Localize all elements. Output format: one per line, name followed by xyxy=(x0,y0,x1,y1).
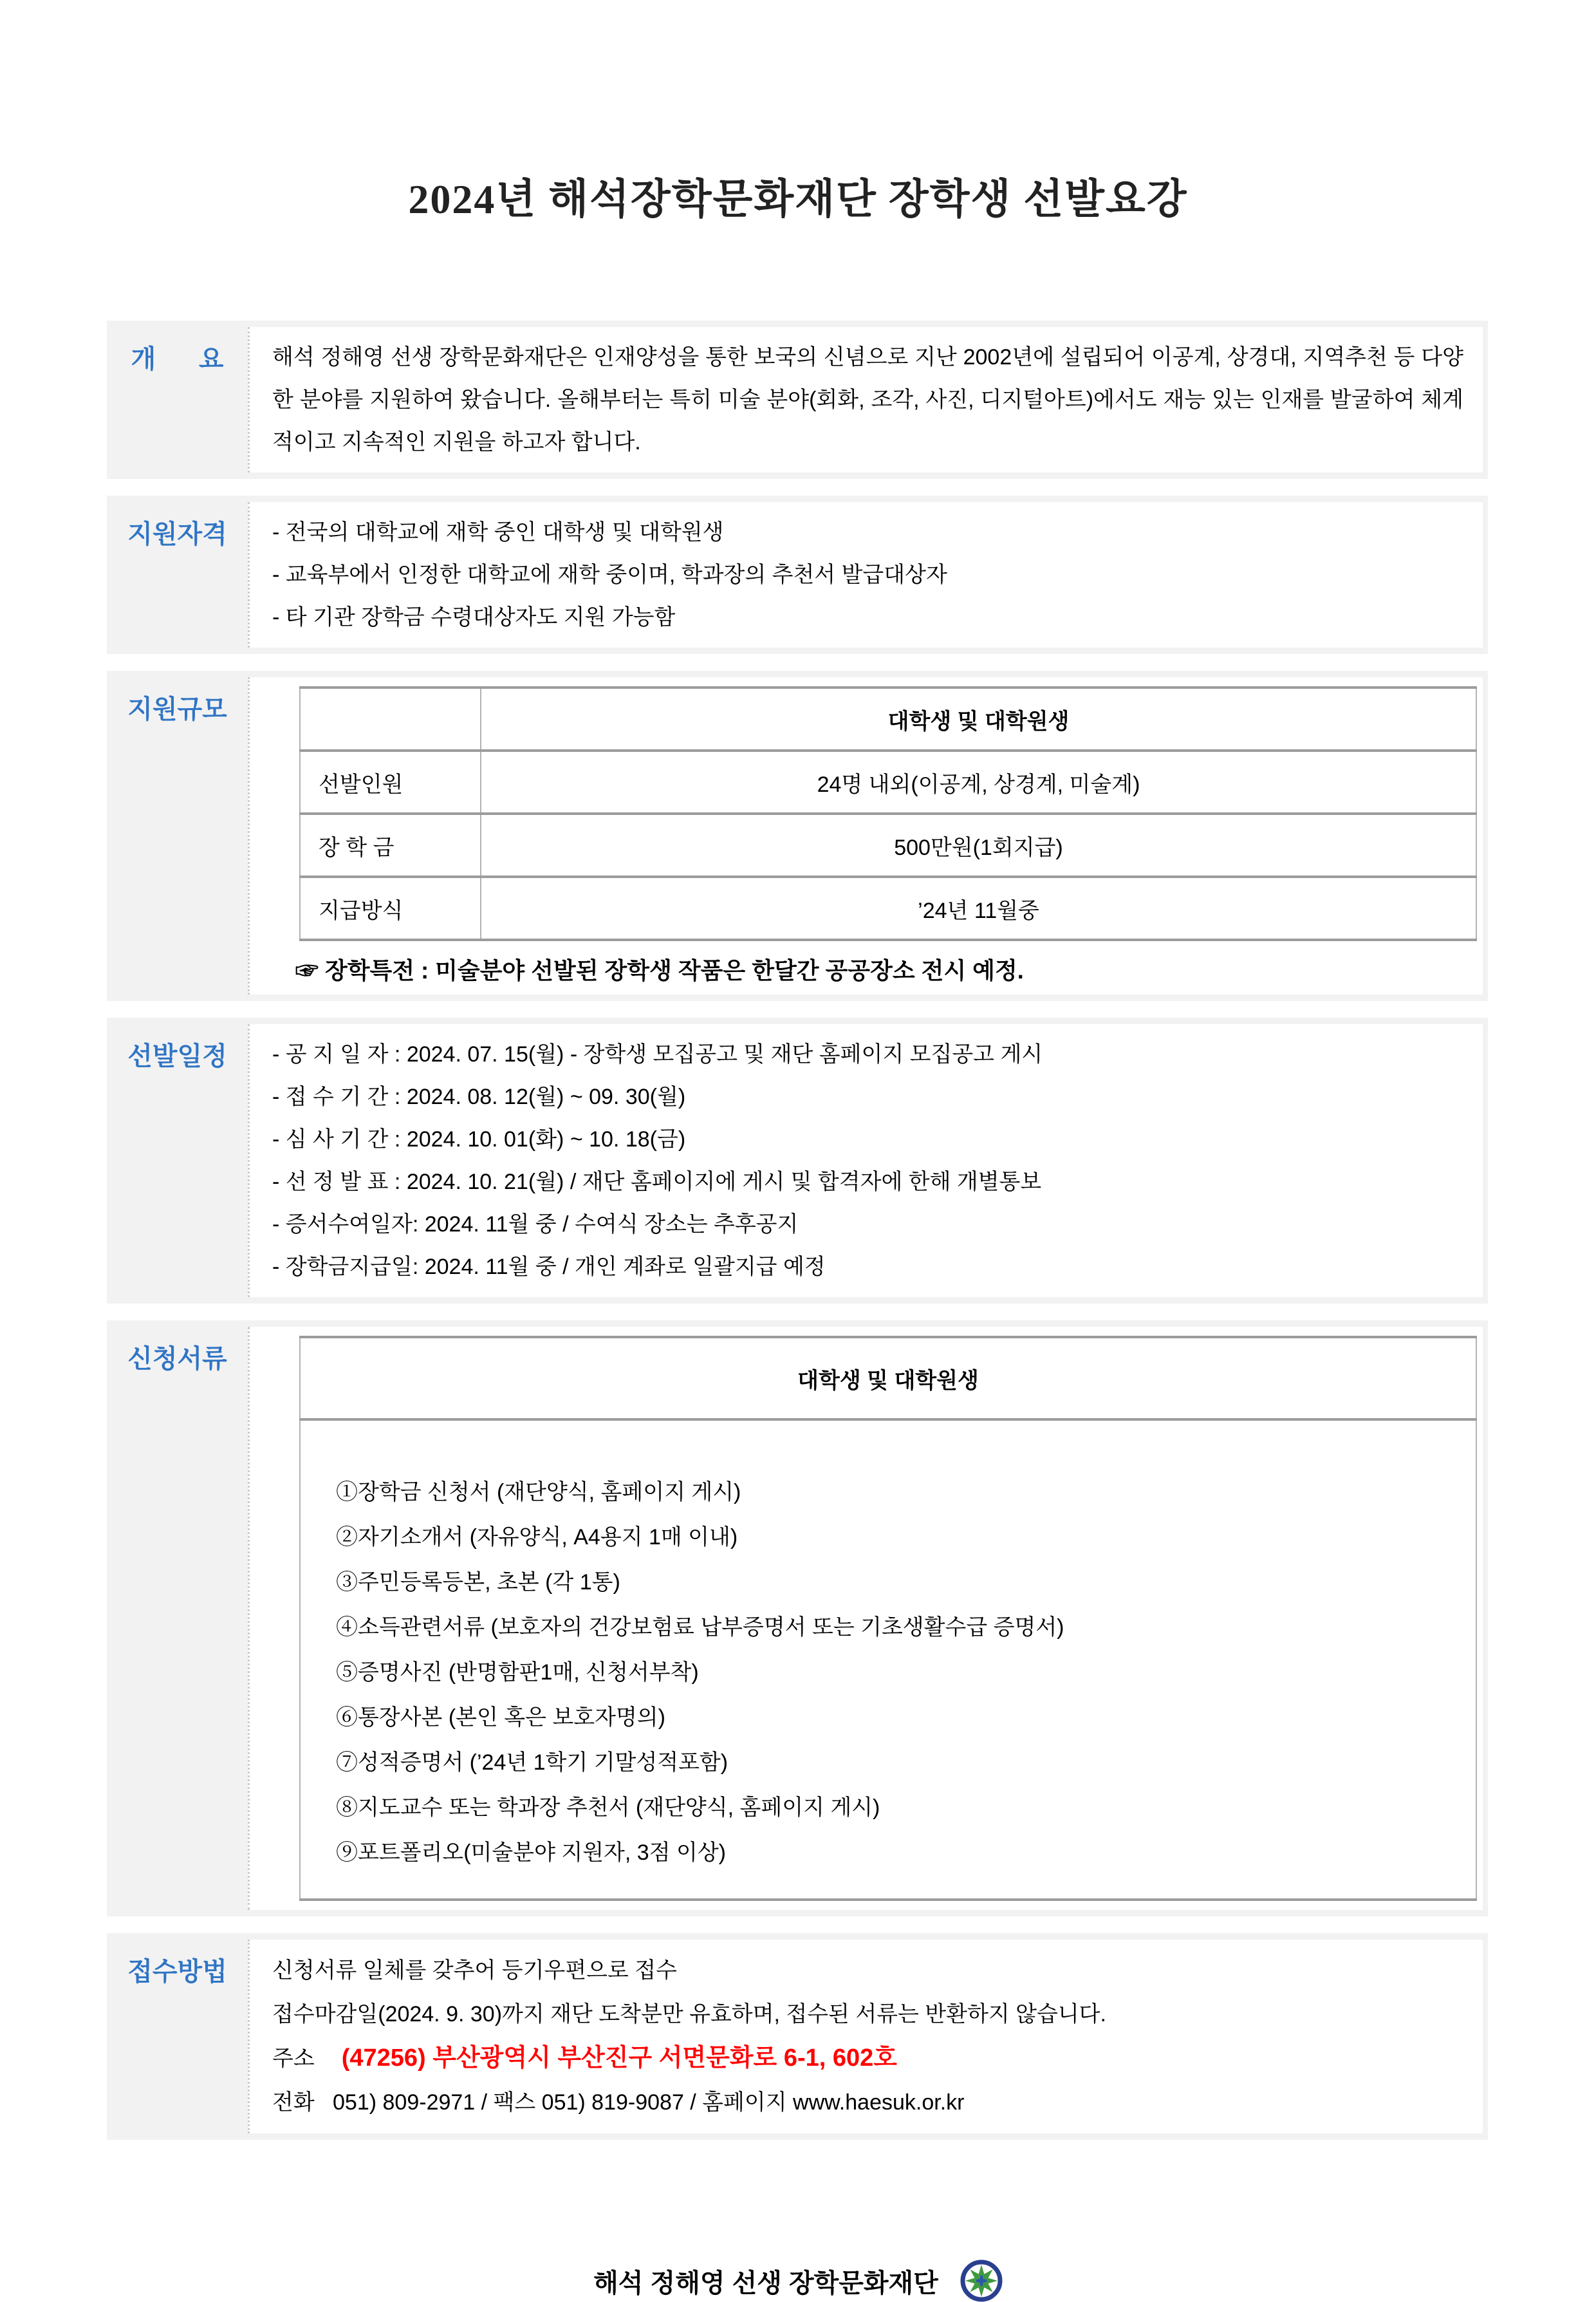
documents-body xyxy=(248,1327,1483,1910)
documents-header: 대학생 및 대학원생 xyxy=(300,1337,1476,1419)
footer-name: 해석 정해영 선생 장학문화재단 xyxy=(593,2269,938,2297)
schedule-item: - 증서수여일자: 2024. 11월 중 / 수여식 장소는 추후공지 xyxy=(272,1212,799,1237)
overview-label: 개 요 xyxy=(131,345,224,373)
document-item: ④소득관련서류 (보호자의 건강보험료 납부증명서 또는 기초생활수급 증명서) xyxy=(336,1615,1064,1640)
documents-list-cell xyxy=(300,1419,1476,1900)
schedule-item: - 공 지 일 자 : 2024. 07. 15(월) - 장학생 모집공고 및 재단 홈페이지 모집공고 게시 xyxy=(272,1042,1043,1067)
table-row xyxy=(300,1337,1476,1419)
section-schedule xyxy=(107,1018,1488,1304)
section-submission xyxy=(107,1933,1488,2140)
schedule-item: - 접 수 기 간 : 2024. 08. 12(월) ~ 09. 30(월) xyxy=(272,1085,686,1109)
overview-paragraph: 해석 정해영 선생 장학문화재단은 인재양성을 통한 보국의 신념으로 지난 2002년에 설립되어 이공계, 상경대, 지역추천 등 다양한 분야를 지원하여 왔습니다. 올해부터는 특히 미술 분야(회화, 조각, 사진, 디지털아트)에서도 재능 있는 인재를 발굴하여 체계적이고 지속적인 지원을 하고자 합니다. xyxy=(272,345,1463,454)
documents-label: 신청서류 xyxy=(127,1345,227,1373)
table-row xyxy=(300,814,1476,877)
submission-line: 신청서류 일체를 갖추어 등기우편으로 접수 xyxy=(272,1958,677,1983)
submission-body xyxy=(248,1940,1483,2133)
scale-body xyxy=(248,677,1483,995)
document-item: ⑦성적증명서 (’24년 1학기 기말성적포함) xyxy=(336,1750,728,1775)
schedule-item: - 선 정 발 표 : 2024. 10. 21(월) / 재단 홈페이지에 게시 및 합격자에 한해 개별통보 xyxy=(272,1170,1042,1194)
eligibility-body xyxy=(248,502,1483,648)
table-row xyxy=(300,1419,1476,1900)
section-scale xyxy=(107,671,1488,1001)
eligibility-item: - 타 기관 장학금 수령대상자도 지원 가능함 xyxy=(272,605,676,630)
documents-table xyxy=(299,1336,1477,1901)
header-cell: 대학생 및 대학원생 xyxy=(481,688,1476,751)
document-item: ⑨포트폴리오(미술분야 지원자, 3점 이상) xyxy=(336,1840,726,1865)
schedule-body xyxy=(248,1024,1483,1297)
section-overview xyxy=(107,321,1488,479)
document-item: ②자기소개서 (자유양식, A4용지 1매 이내) xyxy=(336,1525,738,1549)
eligibility-label: 지원자격 xyxy=(127,520,227,548)
submission-line: 접수마감일(2024. 9. 30)까지 재단 도착분만 유효하며, 접수된 서류는 반환하지 않습니다. xyxy=(272,2002,1106,2026)
document-item: ③주민등록등본, 초본 (각 1통) xyxy=(336,1570,620,1595)
page-title: 2024년 해석장학문화재단 장학생 선발요강 xyxy=(408,176,1188,222)
address-label: 주소 xyxy=(272,2046,315,2071)
row-value-cell: ’24년 11월중 xyxy=(481,877,1476,940)
scale-label: 지원규모 xyxy=(127,695,227,724)
document-item: ⑤증명사진 (반명함판1매, 신청서부착) xyxy=(336,1660,699,1685)
table-row xyxy=(300,877,1476,940)
schedule-item: - 심 사 기 간 : 2024. 10. 01(화) ~ 10. 18(금) xyxy=(272,1127,686,1152)
row-name-cell: 장 학 금 xyxy=(300,814,481,877)
document-item: ①장학금 신청서 (재단양식, 홈페이지 게시) xyxy=(336,1480,741,1504)
submission-label: 접수방법 xyxy=(127,1958,227,1986)
document-item: ⑥통장사본 (본인 혹은 보호자명의) xyxy=(336,1705,665,1730)
header-empty-cell xyxy=(300,688,481,751)
table-row xyxy=(300,751,1476,814)
scale-note: ☞ 장학특전 : 미술분야 선발된 장학생 작품은 한달간 공공장소 전시 예정. xyxy=(295,957,1024,984)
eligibility-item: - 교육부에서 인정한 대학교에 재학 중이며, 학과장의 추천서 발급대상자 xyxy=(272,563,947,587)
scale-table xyxy=(299,686,1477,941)
table-row xyxy=(300,688,1476,751)
document-item: ⑧지도교수 또는 학과장 추천서 (재단양식, 홈페이지 게시) xyxy=(336,1795,880,1820)
title-spacer xyxy=(0,227,1596,321)
schedule-label: 선발일정 xyxy=(127,1042,227,1071)
address-value: (47256) 부산광역시 부산진구 서면문화로 6-1, 602호 xyxy=(341,2045,897,2072)
foundation-seal-icon xyxy=(960,2260,1003,2302)
footer xyxy=(0,2260,1596,2302)
row-value-cell: 500만원(1회지급) xyxy=(481,814,1476,877)
eligibility-item: - 전국의 대학교에 재학 중인 대학생 및 대학원생 xyxy=(272,520,724,545)
row-name-cell: 지급방식 xyxy=(300,877,481,940)
section-eligibility xyxy=(107,496,1488,654)
overview-body xyxy=(248,327,1483,473)
row-value-cell: 24명 내외(이공계, 상경계, 미술계) xyxy=(481,751,1476,814)
row-name-cell: 선발인원 xyxy=(300,751,481,814)
section-documents xyxy=(107,1320,1488,1916)
contact-line: 전화 051) 809-2971 / 팩스 051) 819-9087 / 홈페이지 www.haesuk.or.kr xyxy=(272,2090,965,2115)
submission-address-line xyxy=(272,2036,1463,2081)
schedule-item: - 장학금지급일: 2024. 11월 중 / 개인 계좌로 일괄지급 예정 xyxy=(272,1255,826,1279)
